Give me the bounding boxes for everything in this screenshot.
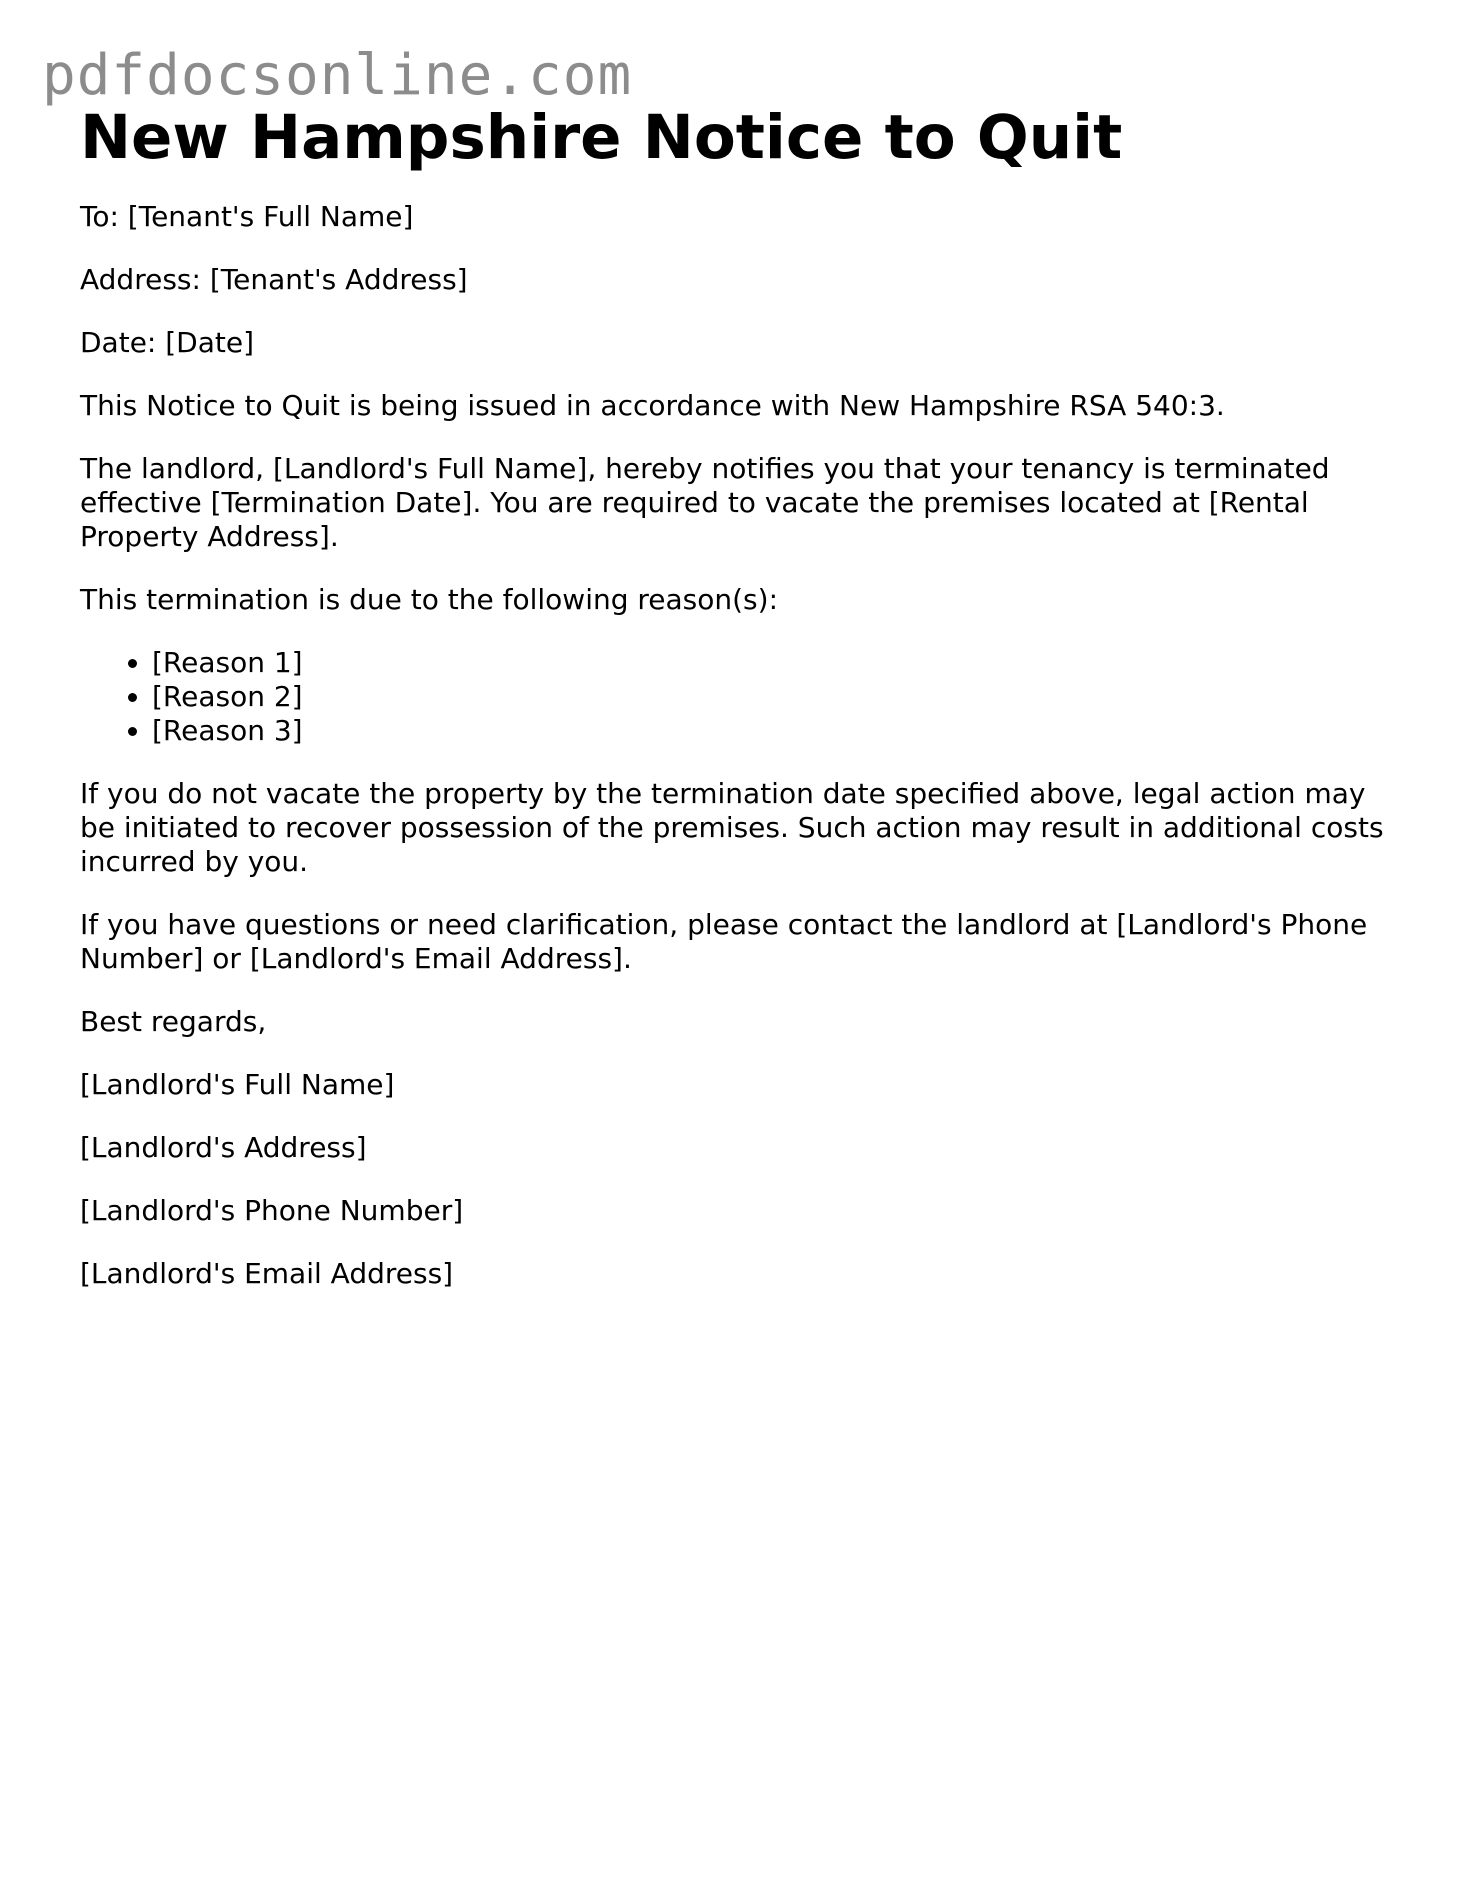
document-body [80,200,1390,1291]
watermark-text: pdfdocsonline.com [42,43,633,108]
page-title: New Hampshire Notice to Quit [80,102,1123,173]
signature-address: [Landlord's Address] [80,1131,367,1164]
termination-paragraph: The landlord, [Landlord's Full Name], hereby notifies you that your tenancy is terminated effective [Termination Date]. You are required to vacate the premises located at [Rental Property Address]. [80,452,1330,553]
reasons-intro: This termination is due to the following reason(s): [80,583,779,616]
recipient-address-line: Address: [Tenant's Address] [80,263,468,296]
document-page [80,102,1390,1320]
reason-item: • [Reason 1] [152,646,1390,680]
reason-item: • [Reason 3] [152,714,1390,748]
consequence-paragraph: If you do not vacate the property by the termination date specified above, legal action may be initiated to recover possession of the premises. Such action may result in additional costs incurred by you. [80,777,1384,878]
signature-phone: [Landlord's Phone Number] [80,1194,464,1227]
closing-line: Best regards, [80,1005,267,1038]
signature-email: [Landlord's Email Address] [80,1257,454,1290]
intro-paragraph: This Notice to Quit is being issued in accordance with New Hampshire RSA 540:3. [80,389,1225,422]
reasons-list [80,646,1390,748]
contact-paragraph: If you have questions or need clarification, please contact the landlord at [Landlord's Phone Number] or [Landlord's Email Address]. [80,908,1368,975]
recipient-line: To: [Tenant's Full Name] [80,200,414,233]
reason-item: • [Reason 2] [152,680,1390,714]
signature-name: [Landlord's Full Name] [80,1068,395,1101]
date-line: Date: [Date] [80,326,255,359]
